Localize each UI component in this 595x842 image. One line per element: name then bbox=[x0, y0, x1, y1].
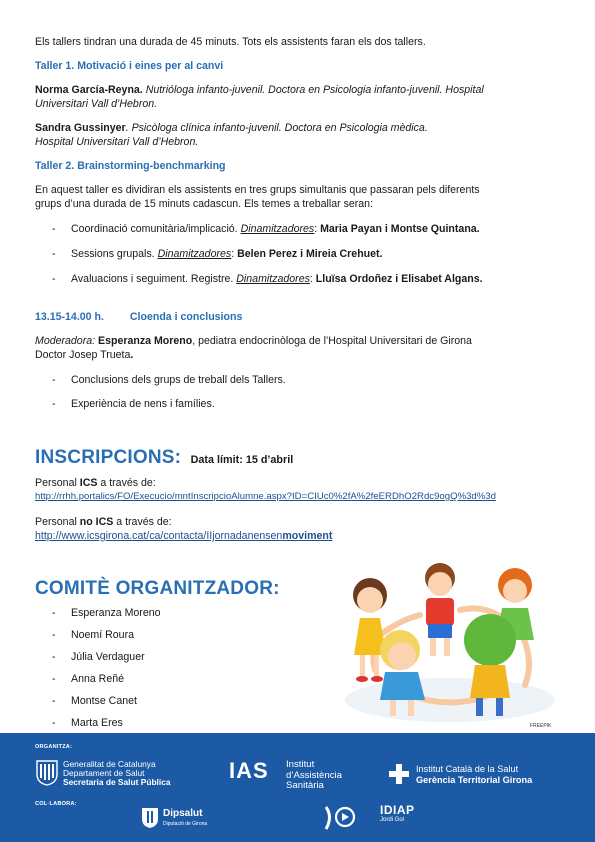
idiap-name: IDIAP bbox=[380, 803, 415, 817]
taller2-topic-3: - Avaluacions i seguiment. Registre. Dinamitzadores: Lluïsa Ordoñez i Elisabet Algans. bbox=[52, 273, 483, 285]
no-ics-link-b: moviment bbox=[282, 530, 333, 542]
member-name: Anna Reñé bbox=[71, 673, 125, 685]
taller2-title: Taller 2. Brainstorming-benchmarking bbox=[35, 160, 226, 172]
noics-bold: no ICS bbox=[79, 516, 114, 528]
gencat-line3: Secretaria de Salut Pública bbox=[63, 777, 171, 787]
ics-cross-logo-icon bbox=[388, 763, 410, 785]
collaborator-emblem-icon bbox=[323, 803, 357, 831]
comite-member-1: - Esperanza Moreno bbox=[52, 607, 161, 619]
topic-names: Maria Payan i Montse Quintana. bbox=[320, 223, 480, 235]
inscripcio-no-ics bbox=[35, 516, 560, 530]
ics-line1: Institut Català de la Salut bbox=[416, 764, 519, 774]
noics-post: a través de: bbox=[113, 516, 172, 528]
ias-line1: Institut bbox=[286, 759, 315, 770]
comite-member-3: - Júlia Verdaguer bbox=[52, 651, 145, 663]
cloenda-item-2: - Experiència de nens i famílies. bbox=[52, 398, 215, 410]
taller2-desc bbox=[35, 184, 560, 211]
dipsalut-name: Dipsalut bbox=[163, 808, 203, 819]
cloenda-item-text: Experiència de nens i famílies. bbox=[71, 398, 215, 410]
colabora-label: COL·LABORA: bbox=[35, 801, 77, 807]
topic-sep: : bbox=[314, 223, 321, 235]
ics-text bbox=[416, 764, 532, 786]
no-ics-inscription-link[interactable] bbox=[35, 530, 560, 544]
topic-text: Coordinació comunitària/implicació. bbox=[71, 223, 238, 235]
comite-member-4: - Anna Reñé bbox=[52, 673, 125, 685]
comite-title: COMITÈ ORGANITZADOR: bbox=[35, 578, 280, 599]
noics-pre: Personal bbox=[35, 516, 80, 528]
gencat-line2: Departament de Salut bbox=[63, 768, 145, 778]
inscripcions-title: INSCRIPCIONS: bbox=[35, 447, 182, 468]
taller1-speaker1 bbox=[35, 84, 560, 111]
comite-member-5: - Montse Canet bbox=[52, 695, 137, 707]
comite-member-6: - Marta Eres bbox=[52, 717, 123, 729]
ias-line2: d’Assistència bbox=[286, 769, 342, 781]
ias-logo-mark: IAS bbox=[229, 758, 269, 783]
taller1-speaker2 bbox=[35, 122, 560, 149]
speaker1-desc: Nutrióloga infanto-juvenil. Doctora en Psicologia infanto-juvenil. Hospital bbox=[142, 84, 484, 96]
member-name: Marta Eres bbox=[71, 717, 123, 729]
moderator-dot: . bbox=[130, 348, 134, 361]
dipsalut-sub: Diputació de Girona bbox=[163, 821, 208, 827]
topic-sep: : bbox=[231, 248, 238, 260]
speaker1-name: Norma García-Reyna. bbox=[35, 84, 143, 96]
moderator-desc: , pediatra endocrinòloga de l’Hospital Universitari de Girona bbox=[192, 335, 472, 347]
idiap-sub: Jordi Gol bbox=[380, 817, 405, 823]
cloenda-time: 13.15-14.00 h. bbox=[35, 311, 104, 323]
topic-text: Avaluacions i seguiment. Registre. bbox=[71, 273, 234, 285]
ics-post: a través de: bbox=[97, 477, 156, 489]
member-name: Montse Canet bbox=[71, 695, 137, 707]
cloenda-moderator bbox=[35, 335, 560, 362]
gencat-text bbox=[63, 760, 171, 787]
member-name: Esperanza Moreno bbox=[71, 607, 161, 619]
taller2-topic-2: - Sessions grupals. Dinamitzadores: Belen Perez i Mireia Crehuet. bbox=[52, 248, 383, 260]
ics-pre: Personal bbox=[35, 477, 80, 489]
dipsalut-text bbox=[163, 809, 207, 829]
idiap-logo bbox=[380, 805, 415, 825]
moderator-desc-2: Doctor Josep Trueta bbox=[35, 348, 131, 361]
topic-label: Dinamitzadores bbox=[240, 223, 315, 235]
cloenda-item-text: Conclusions dels grups de treball dels Tallers. bbox=[71, 374, 286, 386]
ias-line3: Sanitària bbox=[286, 780, 324, 791]
dipsalut-shield-icon bbox=[141, 807, 159, 829]
topic-label: Dinamitzadores bbox=[236, 273, 310, 285]
cloenda-item-1: - Conclusions dels grups de treball dels Tallers. bbox=[52, 374, 286, 386]
topic-sep: : bbox=[309, 273, 316, 285]
moderator-name: Esperanza Moreno bbox=[98, 335, 193, 347]
inscripcions-heading bbox=[35, 447, 293, 469]
speaker2-name: Sandra Gussinyer bbox=[35, 122, 126, 134]
taller2-topic-1: - Coordinació comunitària/implicació. Dinamitzadores: Maria Payan i Montse Quintana. bbox=[52, 223, 480, 235]
topic-text: Sessions grupals. bbox=[71, 248, 155, 260]
footer-logos bbox=[0, 733, 595, 842]
speaker1-desc-2: Universitari Vall d’Hebron. bbox=[35, 97, 158, 110]
moderator-label: Moderadora: bbox=[35, 335, 96, 347]
no-ics-link-a: http://www.icsgirona.cat/ca/contacta/IIjornadanensen bbox=[35, 530, 283, 542]
gencat-line1: Generalitat de Catalunya bbox=[63, 759, 156, 769]
taller2-desc-line2: grups d’una durada de 15 minuts cadascun. Els temes a treballar seran: bbox=[35, 197, 374, 210]
speaker2-desc: . Psicòloga clínica infanto-juvenil. Doctora en Psicologia mèdica. bbox=[125, 122, 428, 134]
taller2-desc-line1: En aquest taller es dividiran els assistents en tres grups simultanis que passaran pels diferents bbox=[35, 184, 480, 196]
member-name: Júlia Verdaguer bbox=[71, 651, 145, 663]
organitza-label: ORGANITZA: bbox=[35, 744, 73, 750]
ics-bold: ICS bbox=[79, 477, 98, 489]
topic-names: Lluïsa Ordoñez i Elisabet Algans. bbox=[315, 273, 483, 285]
speaker2-desc-2: Hospital Universitari Vall d’Hebron. bbox=[35, 135, 199, 148]
cloenda-title: Cloenda i conclusions bbox=[129, 311, 243, 323]
topic-label: Dinamitzadores bbox=[157, 248, 232, 260]
intro-text: Els tallers tindran una durada de 45 minuts. Tots els assistents faran els dos tallers. bbox=[35, 36, 426, 48]
children-circle-illustration bbox=[330, 560, 570, 730]
generalitat-logo-icon bbox=[36, 760, 58, 786]
ics-inscription-link[interactable]: http://rrhh.portalics/FO/Execucio/mntInscripcioAlumne.aspx?ID=CIUc0%2fA%2feERDhO2Rdc9ogQ%3d%3d bbox=[35, 491, 496, 502]
inscripcio-ics bbox=[35, 477, 560, 491]
cloenda-heading bbox=[35, 311, 560, 325]
taller1-title: Taller 1. Motivació i eines per al canvi bbox=[35, 60, 224, 72]
member-name: Noemí Roura bbox=[71, 629, 134, 641]
ics-line2: Gerència Territorial Girona bbox=[416, 775, 533, 785]
ias-text bbox=[286, 760, 342, 792]
inscripcions-deadline: Data límit: 15 d’abril bbox=[190, 454, 294, 466]
boy-middle bbox=[425, 563, 455, 656]
girl-left bbox=[353, 578, 387, 682]
topic-names: Belen Perez i Mireia Crehuet. bbox=[237, 248, 383, 260]
comite-member-2: - Noemí Roura bbox=[52, 629, 134, 641]
image-credit: FREEPIK bbox=[530, 723, 552, 729]
